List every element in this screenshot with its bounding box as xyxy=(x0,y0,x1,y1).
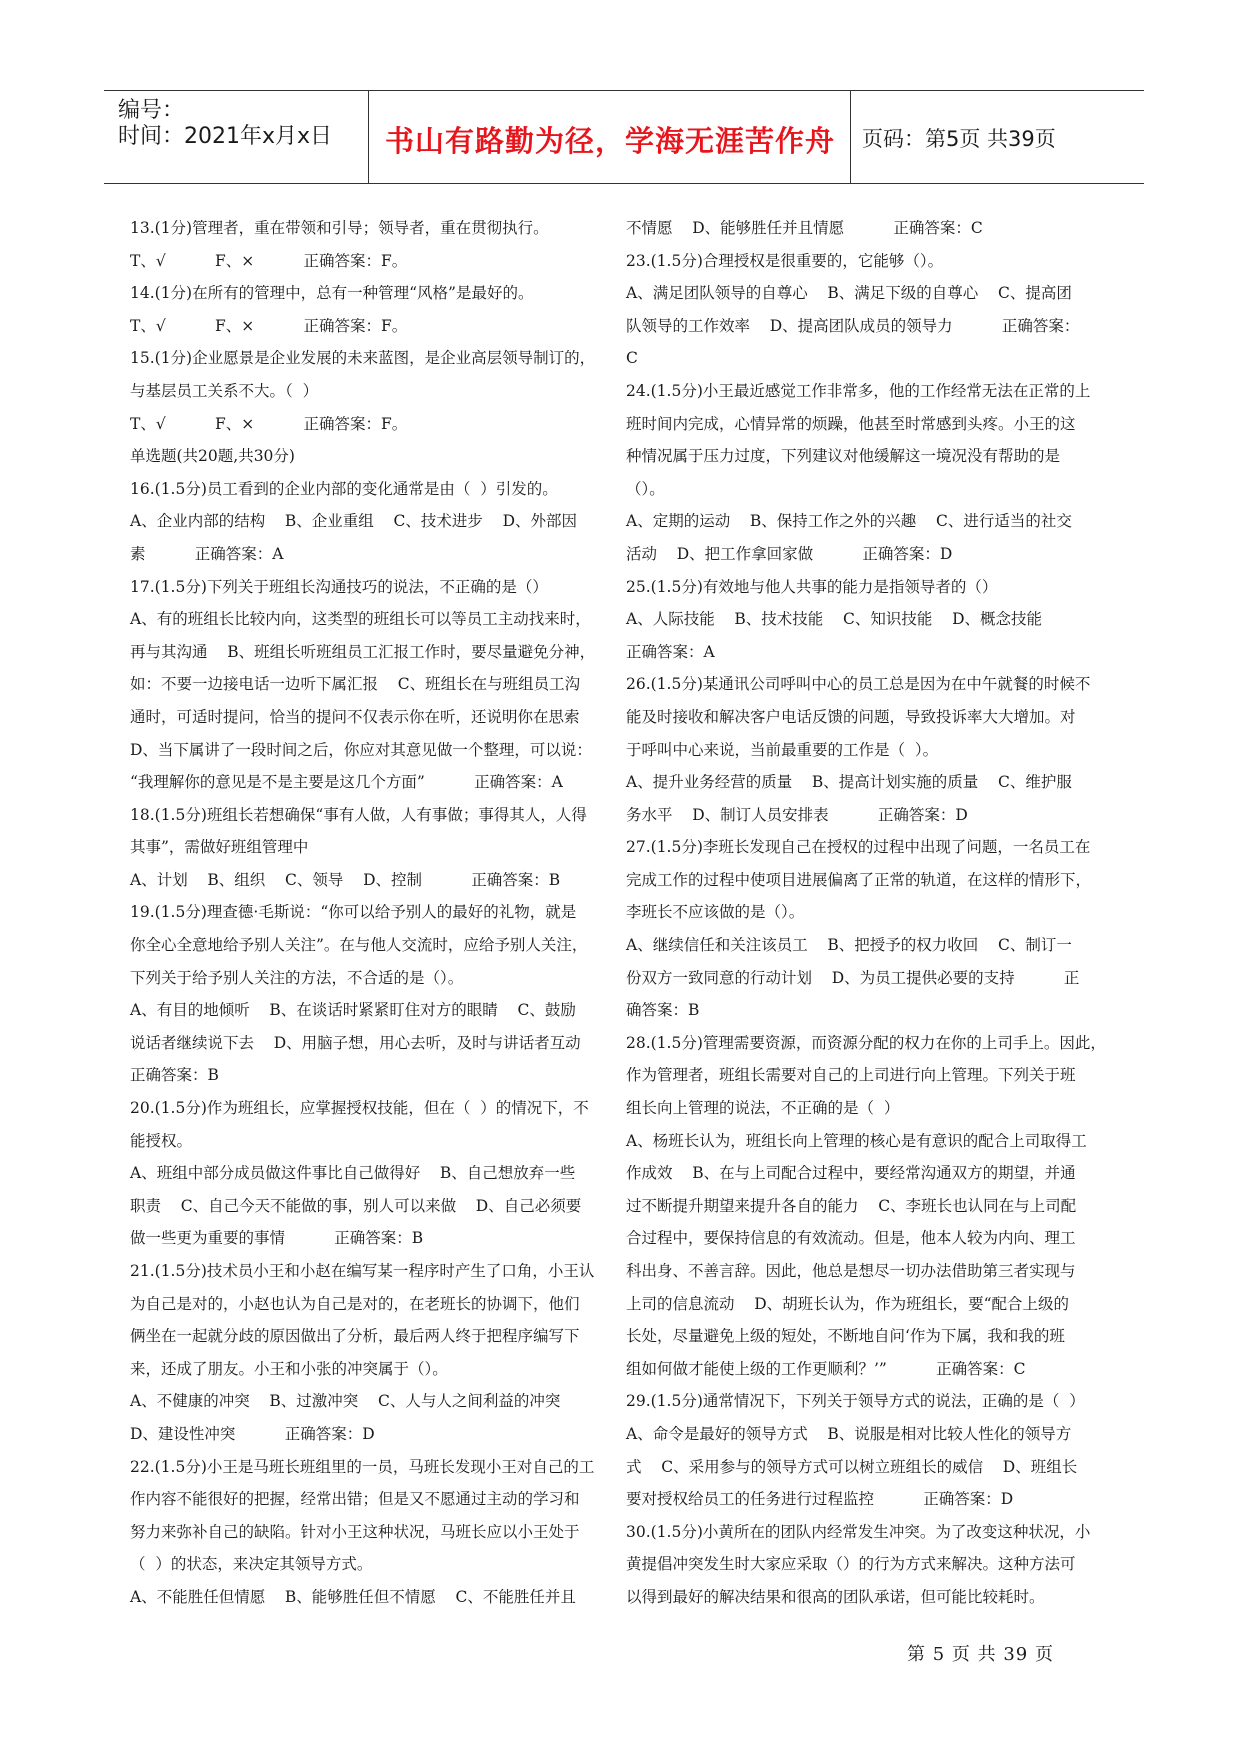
left-column-text-line: A、不能胜任但情愿 B、能够胜任但不情愿 C、不能胜任并且 xyxy=(130,1587,576,1606)
right-column-text-line: 过不断提升期望来提升各自的能力 C、李班长也认同在与上司配 xyxy=(626,1196,1077,1215)
left-column-text-line: 其事”，需做好班组管理中 xyxy=(130,838,309,857)
right-column-text-line: 于呼叫中心来说，当前最重要的工作是（ ）。 xyxy=(626,740,939,759)
left-column-text-line: 来，还成了朋友。小王和小张的冲突属于（）。 xyxy=(130,1359,448,1378)
left-column-text-line: A、企业内部的结构 B、企业重组 C、技术进步 D、外部因 xyxy=(130,512,577,531)
right-column-text-line: 28.(1.5分)管理需要资源，而资源分配的权力在你的上司手上。因此， xyxy=(626,1033,1106,1052)
left-column-text-line: 13.(1分)管理者，重在带领和引导；领导者，重在贯彻执行。 xyxy=(130,219,549,237)
right-column-text-line: 种情况属于压力过度，下列建议对他缓解这一境况没有帮助的是 xyxy=(626,447,1061,466)
right-column-text-line: 确答案：B xyxy=(626,1001,700,1020)
right-column-text-line: 要对授权给员工的任务进行过程监控 正确答案：D xyxy=(626,1490,1014,1509)
left-column-text-line: 为自己是对的，小赵也认为自己是对的，在老班长的协调下，他们 xyxy=(130,1294,580,1313)
document-time-label: 时间：2021年x月x日 xyxy=(118,124,333,149)
left-column-text-line: 再与其沟通 B、班组长听班组员工汇报工作时，要尽量避免分神， xyxy=(130,642,596,661)
right-column-text-line: 正确答案：A xyxy=(626,642,715,661)
left-column-text-line: 21.(1.5分)技术员小王和小赵在编写某一程序时产生了口角，小王认 xyxy=(130,1262,595,1280)
left-column-text-line: 22.(1.5分)小王是马班长班组里的一员，马班长发现小王对自己的工 xyxy=(130,1457,595,1476)
right-column-text-line: A、提升业务经营的质量 B、提高计划实施的质量 C、维护服 xyxy=(626,773,1072,792)
right-column-text-line: 不情愿 D、能够胜任并且情愿 正确答案：C xyxy=(626,219,983,237)
left-column-text-line: 20.(1.5分)作为班组长，应掌握授权技能，但在（ ）的情况下，不 xyxy=(130,1099,589,1118)
left-column-text-line: 15.(1分)企业愿景是企业发展的未来蓝图，是企业高层领导制订的， xyxy=(130,349,596,368)
page-header xyxy=(104,90,1144,184)
left-column-text-line: T、√ F、× 正确答案：F。 xyxy=(130,251,408,270)
left-column-text-line: 与基层员工关系不大。（ ） xyxy=(130,381,319,400)
left-column-text-line: 19.(1.5分)理查德·毛斯说：“你可以给予别人的最好的礼物，就是 xyxy=(130,903,577,922)
right-column-text-line: 班时间内完成，心情异常的烦躁，他甚至时常感到头疼。小王的这 xyxy=(626,414,1076,433)
right-column-text-line: 队领导的工作效率 D、提高团队成员的领导力 正确答案： xyxy=(626,316,1080,335)
right-column-text-line: 份双方一致同意的行动计划 D、为员工提供必要的支持 正 xyxy=(626,968,1080,987)
right-column-text-line: A、人际技能 B、技术技能 C、知识技能 D、概念技能 xyxy=(626,610,1042,629)
right-column-text-line: A、定期的运动 B、保持工作之外的兴趣 C、进行适当的社交 xyxy=(626,512,1072,531)
left-column-text-line: 素 正确答案：A xyxy=(130,544,284,563)
right-column-text-line: 长处，尽量避免上级的短处，不断地自问‘作为下属，我和我的班 xyxy=(626,1327,1065,1346)
left-column-text-line: T、√ F、× 正确答案：F。 xyxy=(130,414,408,433)
left-column-text-line: 做一些更为重要的事情 正确答案：B xyxy=(130,1229,424,1248)
right-column-text-line: 作为管理者，班组长需要对自己的上司进行向上管理。下列关于班 xyxy=(626,1066,1076,1085)
left-column-text-line: 能授权。 xyxy=(130,1131,193,1150)
left-column-text-line: 说话者继续说下去 D、用脑子想，用心去听，及时与讲话者互动 xyxy=(130,1033,581,1052)
left-column-text-line: 18.(1.5分)班组长若想确保“事有人做，人有事做；事得其人，人得 xyxy=(130,805,587,824)
right-column-text-line: A、杨班长认为，班组长向上管理的核心是有意识的配合上司取得工 xyxy=(626,1131,1087,1150)
left-column-text-line: 作内容不能很好的把握，经常出错；但是又不愿通过主动的学习和 xyxy=(130,1490,580,1509)
header-motto-cell xyxy=(370,91,851,183)
right-column-text-line: 完成工作的过程中使项目进展偏离了正常的轨道，在这样的情形下， xyxy=(626,870,1092,889)
right-column-text-line: C xyxy=(626,349,638,368)
left-column-text-line: D、当下属讲了一段时间之后，你应对其意见做一个整理，可以说： xyxy=(130,740,592,759)
left-column-text-line: 17.(1.5分)下列关于班组长沟通技巧的说法，不正确的是（） xyxy=(130,577,548,596)
right-column-text-line: 30.(1.5分)小黄所在的团队内经常发生冲突。为了改变这种状况，小 xyxy=(626,1522,1091,1541)
right-column-text-line: 26.(1.5分)某通讯公司呼叫中心的员工总是因为在中午就餐的时候不 xyxy=(626,675,1091,694)
header-motto: 书山有路勤为径，学海无涯苦作舟 xyxy=(384,124,835,158)
right-column-text-line: 27.(1.5分)李班长发现自己在授权的过程中出现了问题，一名员工在 xyxy=(626,838,1091,857)
left-column-text-line: T、√ F、× 正确答案：F。 xyxy=(130,316,408,335)
page-footer-number: 第 5 页 共 39 页 xyxy=(907,1644,1054,1665)
right-column-text-line: 式 C、采用参与的领导方式可以树立班组长的威信 D、班组长 xyxy=(626,1457,1078,1476)
right-column-text-line: A、满足团队领导的自尊心 B、满足下级的自尊心 C、提高团 xyxy=(626,284,1072,303)
left-column-text-line: （ ）的状态，来决定其领导方式。 xyxy=(130,1555,373,1574)
right-column-text-line: 务水平 D、制订人员安排表 正确答案：D xyxy=(626,805,968,824)
left-column-text-line: 16.(1.5分)员工看到的企业内部的变化通常是由（ ）引发的。 xyxy=(130,479,558,498)
left-column-text-line: 努力来弥补自己的缺陷。针对小王这种状况，马班长应以小王处于 xyxy=(130,1522,580,1541)
left-column-text-line: A、有目的地倾听 B、在谈话时紧紧盯住对方的眼睛 C、鼓励 xyxy=(130,1001,576,1020)
right-column-text-line: 作成效 B、在与上司配合过程中，要经常沟通双方的期望，并通 xyxy=(626,1164,1076,1183)
left-column-text-line: “我理解你的意见是不是主要是这几个方面” 正确答案：A xyxy=(130,773,563,792)
left-column-text-line: 正确答案：B xyxy=(130,1066,219,1085)
right-column-text-line: 黄提倡冲突发生时大家应采取（）的行为方式来解决。这种方法可 xyxy=(626,1555,1076,1574)
right-column-text-line: 李班长不应该做的是（）。 xyxy=(626,903,805,922)
left-text-column xyxy=(130,212,598,1614)
right-column-text-line: 24.(1.5分)小王最近感觉工作非常多，他的工作经常无法在正常的上 xyxy=(626,381,1091,400)
right-column-text-line: 上司的信息流动 D、胡班长认为，作为班组长，要“配合上级的 xyxy=(626,1294,1070,1313)
left-column-text-line: A、有的班组长比较内向，这类型的班组长可以等员工主动找来时， xyxy=(130,610,591,629)
document-number-label: 编号： xyxy=(118,98,185,123)
right-column-text-line: 29.(1.5分)通常情况下，下列关于领导方式的说法，正确的是（ ） xyxy=(626,1392,1085,1411)
left-column-text-line: A、计划 B、组织 C、领导 D、控制 正确答案：B xyxy=(130,870,561,889)
right-column-text-line: 活动 D、把工作拿回家做 正确答案：D xyxy=(626,544,953,563)
left-column-text-line: A、不健康的冲突 B、过激冲突 C、人与人之间利益的冲突 xyxy=(130,1392,561,1411)
right-column-text-line: 合过程中，要保持信息的有效流动。但是，他本人较为内向、理工 xyxy=(626,1229,1076,1248)
left-column-text-line: 14.(1分)在所有的管理中，总有一种管理“风格”是最好的。 xyxy=(130,284,534,303)
right-column-text-line: A、继续信任和关注该员工 B、把授予的权力收回 C、制订一 xyxy=(626,936,1072,955)
right-column-text-line: 23.(1.5分)合理授权是很重要的，它能够（）。 xyxy=(626,251,944,270)
right-column-text-line: 组长向上管理的说法，不正确的是（ ） xyxy=(626,1099,900,1118)
left-column-text-line: 下列关于给予别人关注的方法，不合适的是（）。 xyxy=(130,968,464,987)
left-column-text-line: 职责 C、自己今天不能做的事，别人可以来做 D、自己必须要 xyxy=(130,1196,582,1215)
right-column-text-line: 能及时接收和解决客户电话反馈的问题，导致投诉率大大增加。对 xyxy=(626,707,1076,726)
right-text-column xyxy=(626,212,1106,1614)
right-column-text-line: 以得到最好的解决结果和很高的团队承诺，但可能比较耗时。 xyxy=(626,1587,1045,1606)
header-page-cell xyxy=(852,91,1144,183)
left-column-text-line: D、建设性冲突 正确答案：D xyxy=(130,1424,375,1443)
left-column-text-line: 单选题(共20题,共30分) xyxy=(130,447,295,466)
left-column-text-line: 通时，可适时提问，恰当的提问不仅表示你在听，还说明你在思索 xyxy=(130,707,580,726)
left-column-text-line: 你全心全意地给予别人关注”。在与他人交流时，应给予别人关注， xyxy=(130,936,588,955)
left-column-text-line: 俩坐在一起就分歧的原因做出了分析，最后两人终于把程序编写下 xyxy=(130,1327,580,1346)
left-column-text-line: A、班组中部分成员做这件事比自己做得好 B、自己想放弃一些 xyxy=(130,1164,576,1183)
right-column-text-line: （）。 xyxy=(626,479,665,498)
right-column-text-line: 科出身、不善言辞。因此，他总是想尽一切办法借助第三者实现与 xyxy=(626,1262,1076,1280)
left-column-text-line: 如：不要一边接电话一边听下属汇报 C、班组长在与班组员工沟 xyxy=(130,675,581,694)
right-column-text-line: A、命令是最好的领导方式 B、说服是相对比较人性化的领导方 xyxy=(626,1424,1072,1443)
right-column-text-line: 组如何做才能使上级的工作更顺利？’” 正确答案：C xyxy=(626,1359,1026,1378)
right-column-text-line: 25.(1.5分)有效地与他人共事的能力是指领导者的（） xyxy=(626,577,998,596)
header-page-number: 页码：第5页 共39页 xyxy=(862,127,1056,151)
header-meta-cell xyxy=(104,91,369,183)
